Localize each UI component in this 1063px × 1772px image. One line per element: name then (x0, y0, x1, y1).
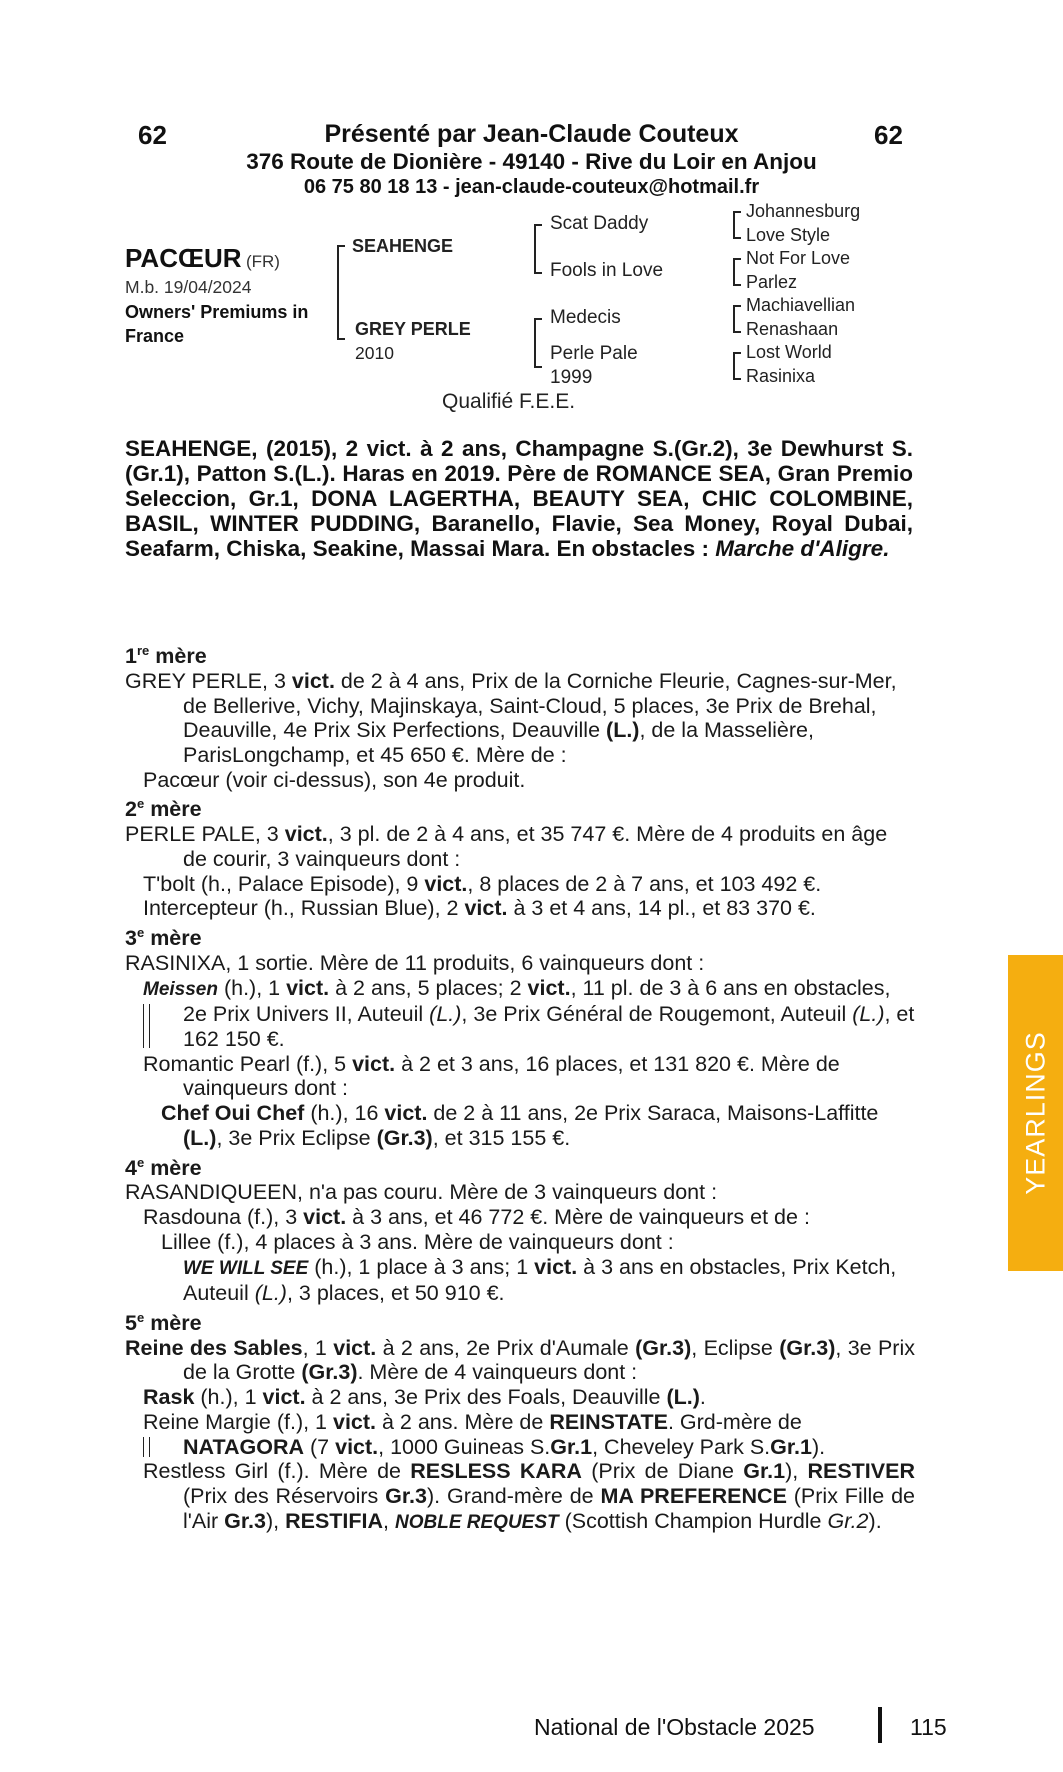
lot-number-left: 62 (138, 120, 167, 150)
pedigree-g1: Johannesburg (746, 201, 861, 221)
sire-record (125, 436, 913, 561)
presenter: Présenté par Jean-Claude Couteux (324, 120, 739, 148)
first-dam-record: GREY PERLE, 3 vict. de 2 à 4 ans, Prix de la Corniche Fleurie, Cagnes-sur-Mer, de Bellerive, Vichy, Majinskaya, Saint-Cloud, 5 places, 3e Prix de Brehal, Deauville, 4e Prix Six Perfections, Deauville (L.), de la Masselière, ParisLongchamp, et 45 650 €. Mère de : (125, 668, 897, 767)
pedigree-g3: Not For Love (746, 248, 851, 268)
pedigree-bracket-main (337, 245, 345, 340)
sire-record-italic: Marche d'Aligre. (715, 536, 890, 561)
pedigree-g7: Lost World (746, 342, 832, 362)
fourth-dam-produce-1: Rasdouna (f.), 3 vict. à 3 ans, et 46 772 €. Mère de vainqueurs et de : (143, 1205, 810, 1230)
second-dam-produce-2: Intercepteur (h., Russian Blue), 2 vict. à 3 et 4 ans, 14 pl., et 83 370 €. (143, 896, 816, 921)
fourth-dam-produce-1-1-1: WE WILL SEE (h.), 1 place à 3 ans; 1 vict. à 3 ans en obstacles, Prix Ketch, Auteuil (L.), 3 places, et 50 910 €. (183, 1254, 897, 1306)
pedigree-sire-sire: Scat Daddy (550, 213, 649, 234)
pedigree-sire-dam: Fools in Love (550, 260, 664, 281)
pedigree-g6: Renashaan (746, 319, 839, 339)
third-dam-produce-1: Meissen (h.), 1 vict. à 2 ans, 5 places; 2 vict., 11 pl. de 3 à 6 ans en obstacles, 2e Prix Univers II, Auteuil (L.), 3e Prix Général de Rougemont, Auteuil (L.), et 162 150 €. (143, 975, 915, 1052)
pedigree-bracket-sire (534, 224, 542, 274)
fifth-dam-record: Reine des Sables, 1 vict. à 2 ans, 2e Prix d'Aumale (Gr.3), Eclipse (Gr.3), 3e Prix de la Grotte (Gr.3). Mère de 4 vainqueurs dont : (125, 1335, 915, 1385)
first-dam-produce: Pacœur (voir ci-dessus), son 4e produit. (143, 767, 526, 792)
pedigree-dam-year: 2010 (355, 343, 394, 363)
section-tab (1008, 955, 1063, 1271)
owners-premium: Owners' Premiums in France (125, 302, 309, 346)
horse-country: (FR) (245, 252, 280, 271)
pedigree-bracket-g4 (733, 352, 741, 380)
third-dam-heading: 3e mère (125, 925, 202, 951)
pedigree-dam-dam-year: 1999 (550, 367, 593, 388)
fourth-dam-produce-1-1: Lillee (f.), 4 places à 3 ans. Mère de vainqueurs dont : (161, 1229, 674, 1254)
pedigree-sire: SEAHENGE (352, 236, 454, 256)
first-dam-heading: 1re mère (125, 643, 207, 669)
jumps-marker-2 (143, 1437, 150, 1457)
pedigree-dam-dam: Perle Pale (550, 343, 638, 364)
pedigree-g2: Love Style (746, 225, 831, 245)
address: 376 Route de Dionière - 49140 - Rive du Loir en Anjou (246, 149, 817, 174)
qualification: Qualifié F.E.E. (442, 390, 576, 413)
pedigree-dam-sire: Medecis (550, 307, 621, 328)
fifth-dam-produce-1: Rask (h.), 1 vict. à 2 ans, 3e Prix des Foals, Deauville (L.). (143, 1385, 706, 1410)
pedigree-bracket-g3 (733, 305, 741, 333)
section-tab-label: YEARLINGS (1020, 1031, 1050, 1195)
fifth-dam-produce-3: Restless Girl (f.). Mère de RESLESS KARA (Prix de Diane Gr.1), RESTIVER (Prix des Réservoirs Gr.3). Grand-mère de MA PREFERENCE (Prix Fille de l'Air Gr.3), RESTIFIA, NOBLE REQUEST (Scottish Champion Hurdle Gr.2). (143, 1459, 915, 1533)
third-dam-record: RASINIXA, 1 sortie. Mère de 11 produits, 6 vainqueurs dont : (125, 950, 705, 975)
fourth-dam-heading: 4e mère (125, 1154, 202, 1180)
pedigree-dam: GREY PERLE (355, 319, 471, 339)
second-dam-heading: 2e mère (125, 796, 202, 822)
pedigree-bracket-g1 (733, 211, 741, 239)
second-dam-produce-1: T'bolt (h., Palace Episode), 9 vict., 8 places de 2 à 7 ans, et 103 492 €. (143, 871, 822, 896)
horse-name: PACŒUR (125, 243, 242, 273)
fifth-dam-heading: 5e mère (125, 1309, 202, 1336)
dam-family (125, 639, 915, 1535)
pedigree-bracket-dam (534, 318, 542, 368)
sire-record-text: SEAHENGE, (2015), 2 vict. à 2 ans, Champagne S.(Gr.2), 3e Dewhurst S.(Gr.1), Patton S.(L.). Haras en 2019. Père de ROMANCE SEA, Gran Premio Seleccion, Gr.1, DONA LAGERTHA, BEAUTY SEA, CHIC COLOMBINE, BASIL, WINTER PUDDING, Baranello, Flavie, Sea Money, Royal Dubai, Seafarm, Chiska, Seakine, Massai Mara. En obstacles : (125, 436, 913, 561)
pedigree-g8: Rasinixa (746, 366, 816, 386)
contact: 06 75 80 18 13 - jean-claude-couteux@hotmail.fr (303, 176, 760, 198)
horse-details: M.b. 19/04/2024 (125, 277, 252, 297)
page-number: 115 (910, 1714, 947, 1740)
footer-title: National de l'Obstacle 2025 (534, 1714, 815, 1740)
third-dam-produce-2: Romantic Pearl (f.), 5 vict. à 2 et 3 ans, 16 places, et 131 820 €. Mère de vainqueurs dont : (143, 1051, 840, 1101)
fourth-dam-record: RASANDIQUEEN, n'a pas couru. Mère de 3 vainqueurs dont : (125, 1180, 718, 1205)
pedigree-g4: Parlez (746, 272, 798, 292)
horse-name-line (125, 243, 280, 274)
pedigree-bracket-g2 (733, 258, 741, 286)
third-dam-produce-2-1: Chef Oui Chef (h.), 16 vict. de 2 à 11 ans, 2e Prix Saraca, Maisons-Laffitte (L.), 3e Prix Eclipse (Gr.3), et 315 155 €. (161, 1101, 879, 1150)
jumps-marker (143, 1004, 150, 1048)
footer-separator (878, 1707, 882, 1743)
second-dam-record: PERLE PALE, 3 vict., 3 pl. de 2 à 4 ans, et 35 747 €. Mère de 4 produits en âge de courir, 3 vainqueurs dont : (125, 822, 888, 871)
lot-number-right: 62 (874, 120, 903, 150)
fifth-dam-produce-2: Reine Margie (f.), 1 vict. à 2 ans. Mère de REINSTATE. Grd-mère de NATAGORA (7 vict., 1000 Guineas S.Gr.1, Cheveley Park S.Gr.1). (143, 1409, 826, 1459)
pedigree-g5: Machiavellian (746, 295, 856, 315)
